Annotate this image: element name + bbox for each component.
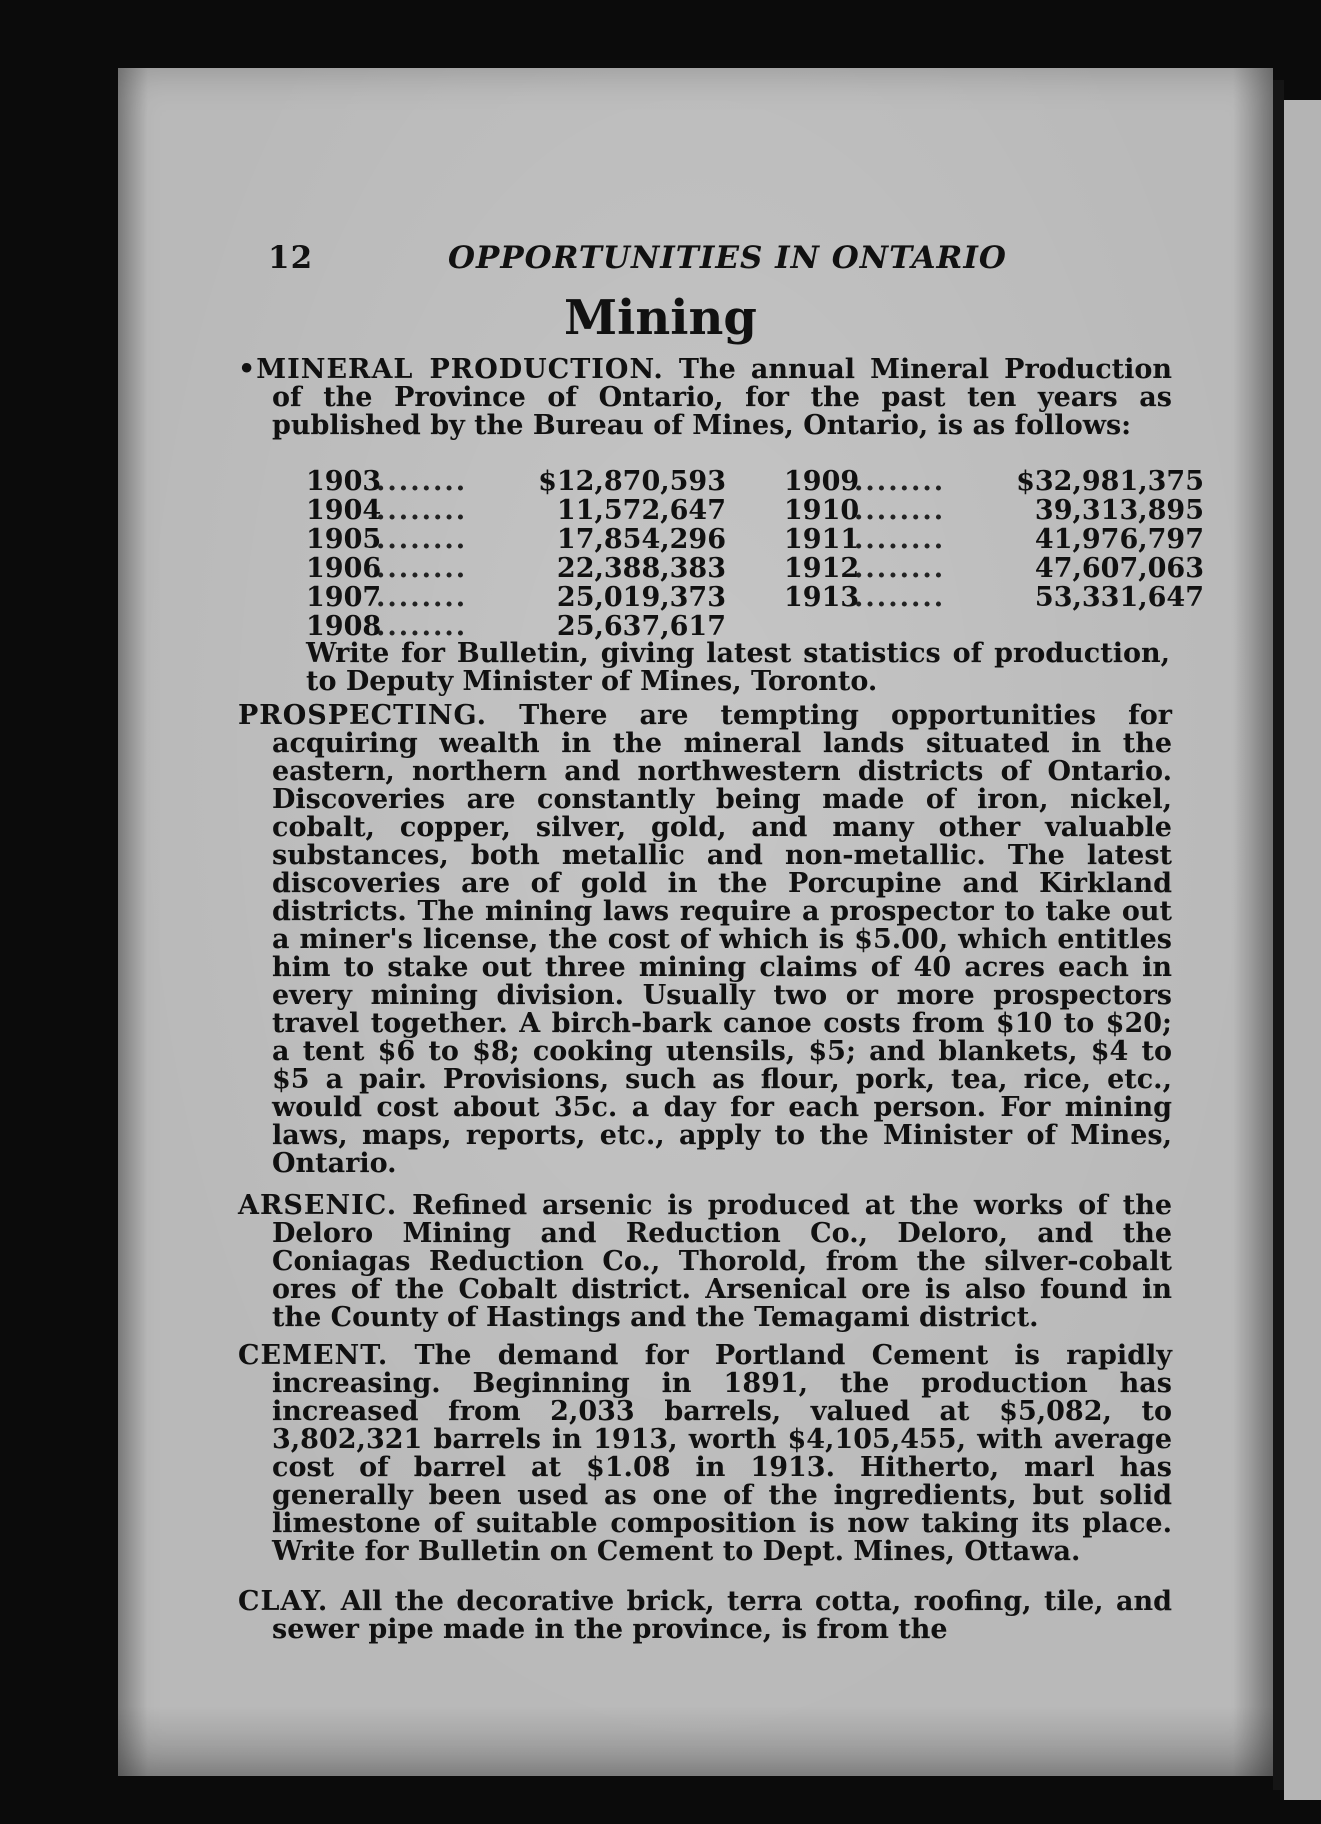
arsenic-paragraph xyxy=(238,1190,1173,1333)
prospecting-text: There are tempting opportunities for acquiring wealth in the mineral lands situated in the eastern, northern and northwestern districts of Ontario. Discoveries are constantly being made of iron, nickel, cobalt, copper, silver, gold, and many other valuable substances, both metallic and non-metallic. The latest discoveries are of gold in the Porcupine and Kirkland districts. The mining laws require a prospector to take out a miner's license, the cost of which is $5.00, which entitles him to stake out three mining claims of 40 acres each in every mining division. Usually two or more prospectors travel together. A birch-bark canoe costs from $10 to $20; a tent $6 to $8; cooking utensils, $5; and blankets, $4 to $5 a pair. Provisions, such as flour, pork, tea, rice, etc., would cost about 35c. a day for each person. For mining laws, maps, reports, etc., apply to the Minister of Mines, Ontario. xyxy=(272,700,1172,1179)
cement-paragraph xyxy=(238,1340,1172,1567)
table-row: 1908 ........ 25,637,617 xyxy=(306,611,726,642)
table-row: 1907 ........ 25,019,373 xyxy=(306,582,726,613)
table-row: 1911 ........ 41,976,797 xyxy=(784,524,1204,555)
running-title: OPPORTUNITIES IN ONTARIO xyxy=(448,240,1007,276)
arsenic-text: Refined arsenic is produced at the works of the Deloro Mining and Reduction Co., Deloro, and the Coniagas Reduction Co., Thorold, from the silver-cobalt ores of the Cobalt district. Arsenical ore is also found in the County of Hastings and the Temagami district. xyxy=(272,1190,1173,1333)
section-title: Mining xyxy=(564,290,757,346)
mineral-production-intro xyxy=(238,354,1172,441)
mineral-production-text: The annual Mineral Production of the Province of Ontario, for the past ten years as published by the Bureau of Mines, Ontario, is as follows: xyxy=(272,354,1172,441)
table-row: 1913 ........ 53,331,647 xyxy=(784,582,1204,613)
table-row: 1906 ........ 22,388,383 xyxy=(306,553,726,584)
arsenic-heading: ARSENIC. xyxy=(238,1190,398,1221)
production-note: Write for Bulletin, giving latest statistics of production, to Deputy Minister of Mines, Toronto. xyxy=(306,638,1170,697)
clay-heading: CLAY. xyxy=(238,1586,329,1617)
running-header xyxy=(268,240,1168,280)
table-row: 1903 ........ $12,870,593 xyxy=(306,466,726,497)
table-row: 1905 ........ 17,854,296 xyxy=(306,524,726,555)
table-row: 1909 ........ $32,981,375 xyxy=(784,466,1204,497)
prospecting-heading: PROSPECTING. xyxy=(238,700,488,731)
clay-paragraph xyxy=(238,1586,1172,1645)
prospecting-paragraph xyxy=(238,700,1172,1179)
production-column-right xyxy=(784,467,1204,612)
production-column-left xyxy=(306,467,726,641)
mineral-production-heading: •MINERAL PRODUCTION. xyxy=(238,354,664,385)
cement-text: The demand for Portland Cement is rapidly increasing. Beginning in 1891, the production has increased from 2,033 barrels, valued at $5,082, to 3,802,321 barrels in 1913, worth $4,105,455, with average cost of barrel at $1.08 in 1913. Hitherto, marl has generally been used as one of the ingredients, but solid limestone of suitable composition is now taking its place. Write for Bulletin on Cement to Dept. Mines, Ottawa. xyxy=(272,1340,1172,1567)
page-number: 12 xyxy=(268,240,314,276)
facing-page-edge xyxy=(1284,100,1321,1800)
table-row: 1912 ........ 47,607,063 xyxy=(784,553,1204,584)
clay-text: All the decorative brick, terra cotta, roofing, tile, and sewer pipe made in the province, is from the xyxy=(272,1586,1172,1645)
table-row: 1904 ........ 11,572,647 xyxy=(306,495,726,526)
table-row: 1910 ........ 39,313,895 xyxy=(784,495,1204,526)
cement-heading: CEMENT. xyxy=(238,1340,389,1371)
